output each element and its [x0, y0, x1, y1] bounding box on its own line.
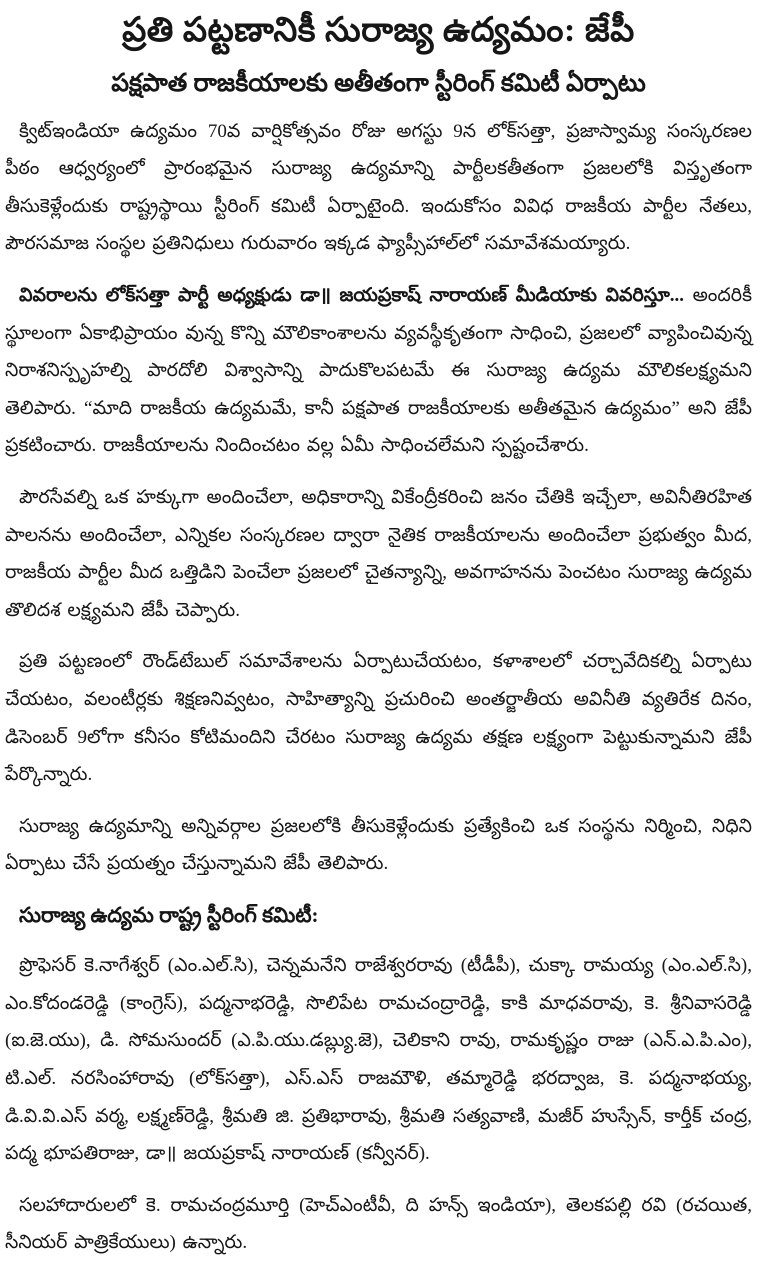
committee-section-heading: సురాజ్య ఉద్యమ రాష్ట్ర స్టీరింగ్ కమిటీ: [19, 903, 319, 928]
paragraph-goals: పౌరసేవల్ని ఒక హక్కుగా అందించేలా, అధికారాన్ని వికేంద్రీకరించి జనం చేతికి ఇచ్చేలా, అవినీతిరహిత పాలనను అందించేలా, ఎన్నికల సంస్కరణల ద్వారా నైతిక రాజకీయాలను అందించేలా ప్రభుత్వం మీద, రాజకీయ పార్టీల మీద ఒత్తిడిని పెంచేలా ప్రజలలో చైతన్యాన్ని, అవగాహనను పెంచటం సురాజ్య ఉద్యమ తొలిదశ లక్ష్యమని జేపీ చెప్పారు. [5, 486, 752, 621]
paragraph-committee-members: ప్రొఫెసర్ కె.నాగేశ్వర్ (ఎం.ఎల్.సి), చెన్నమనేని రాజేశ్వరరావు (టీడీపీ), చుక్కా రామయ్య (ఎం.ఎల్.సి), ఎం.కోదండరెడ్డి (కాంగ్రెస్), పద్మనాభరెడ్డి, సొలిపేట రామచంద్రారెడ్డి, కాకి మాధవరావు, కె. శ్రీనివాసరెడ్డి (ఐ.జె.యు), డి. సోమసుందర్ (ఎ.పి.యు.డబ్ల్యు.జె), చెలికాని రావు, రామకృష్ణం రాజు (ఎన్.ఎ.పి.ఎం), టి.ఎల్. నరసింహారావు (లోక్‌సత్తా), ఎస్.ఎస్ రాజమౌళి, తమ్మారెడ్డి భరద్వాజ, కె. పద్మనాభయ్య, డి.వి.వి.ఎస్ వర్మ, లక్ష్మణ్‌రెడ్డి, శ్రీమతి జి. ప్రతిభారావు, శ్రీమతి సత్యవాణి, మజీర్ హుస్సేన్, కార్తీక్ చంద్ర, పద్మ భూపతిరాజు, డా॥ జయప్రకాష్ నారాయణ్ (కన్వీనర్). [5, 955, 752, 1165]
paragraph-immediate-targets: ప్రతి పట్టణంలో రౌండ్‌టేబుల్ సమావేశాలను ఏర్పాటుచేయటం, కళాశాలలో చర్చావేదికల్ని ఏర్పాటు చేయటం, వలంటీర్లకు శిక్షణనివ్వటం, సాహిత్యాన్ని ప్రచురించి అంతర్జాతీయ అవినీతి వ్యతిరేక దినం, డిసెంబర్ 9లోగా కనీసం కోటిమందిని చేరటం సురాజ్య ఉద్యమ తక్షణ లక్ష్యంగా పెట్టుకున్నామని జేపీ పేర్కొన్నారు. [5, 651, 752, 786]
article-subheadline: పక్షపాత రాజకీయాలకు అతీతంగా స్టీరింగ్ కమిటీ ఏర్పాటు [111, 69, 646, 97]
paragraph-organisation-fund: సురాజ్య ఉద్యమాన్ని అన్నివర్గాల ప్రజలలోకి తీసుకెళ్లేందుకు ప్రత్యేకించి ఒక సంస్థను నిర్మించి, నిధిని ఏర్పాటు చేసే ప్రయత్నం చేస్తున్నామని జేపీ తెలిపారు. [5, 815, 752, 875]
paragraph-intro: క్విట్‌ఇండియా ఉద్యమం 70వ వార్షికోత్సవం రోజు అగస్టు 9న లోక్‌సత్తా, ప్రజాస్వామ్య సంస్కరణల పీఠం ఆధ్వర్యంలో ప్రారంభమైన సురాజ్య ఉద్యమాన్ని పార్టీలకతీతంగా ప్రజలలోకి విస్తృతంగా తీసుకెళ్లేందుకు రాష్ట్రస్థాయి స్టీరింగ్ కమిటీ ఏర్పాటైంది. ఇందుకోసం వివిధ రాజకీయ పార్టీల నేతలు, పౌరసమాజ సంస్థల ప్రతినిధులు గురువారం ఇక్కడ ఫ్యాప్సీహాల్‌లో సమావేశమయ్యారు. [5, 120, 752, 255]
article-headline: ప్రతి పట్టణానికీ సురాజ్య ఉద్యమం: జేపీ [122, 12, 635, 49]
paragraph-jp-statement [5, 277, 752, 465]
paragraph-body-text: అందరికీ స్థూలంగా ఏకాభిప్రాయం వున్న కొన్ని మౌలికాంశాలను వ్యవస్థీకృతంగా సాధించి, ప్రజలలో వ్యాపించివున్న నిరాశనిస్పృహల్ని పారదోలి విశ్వాసాన్ని పాదుకొలపటమే ఈ సురాజ్య ఉద్యమ మౌలికలక్ష్యమని తెలిపారు. “మాది రాజకీయ ఉద్యమమే, కానీ పక్షపాత రాజకీయాలకు అతీతమైన ఉద్యమం” అని జేపీ ప్రకటించారు. రాజకీయాలను నిందించటం వల్ల ఏమీ సాధించలేమని స్పష్టంచేశారు. [5, 284, 752, 457]
paragraph-advisors: సలహాదారులలో కె. రామచంద్రమూర్తి (హెచ్‌ఎంటీవీ, ది హన్స్ ఇండియా), తెలకపల్లి రవి (రచయిత, సీనియర్ పాత్రికేయులు) ఉన్నారు. [5, 1194, 752, 1254]
paragraph-bold-lead: వివరాలను లోక్‌సత్తా పార్టీ అధ్యక్షుడు డా॥ జయప్రకాష్ నారాయణ్ మీడియాకు వివరిస్తూ... [19, 284, 685, 306]
